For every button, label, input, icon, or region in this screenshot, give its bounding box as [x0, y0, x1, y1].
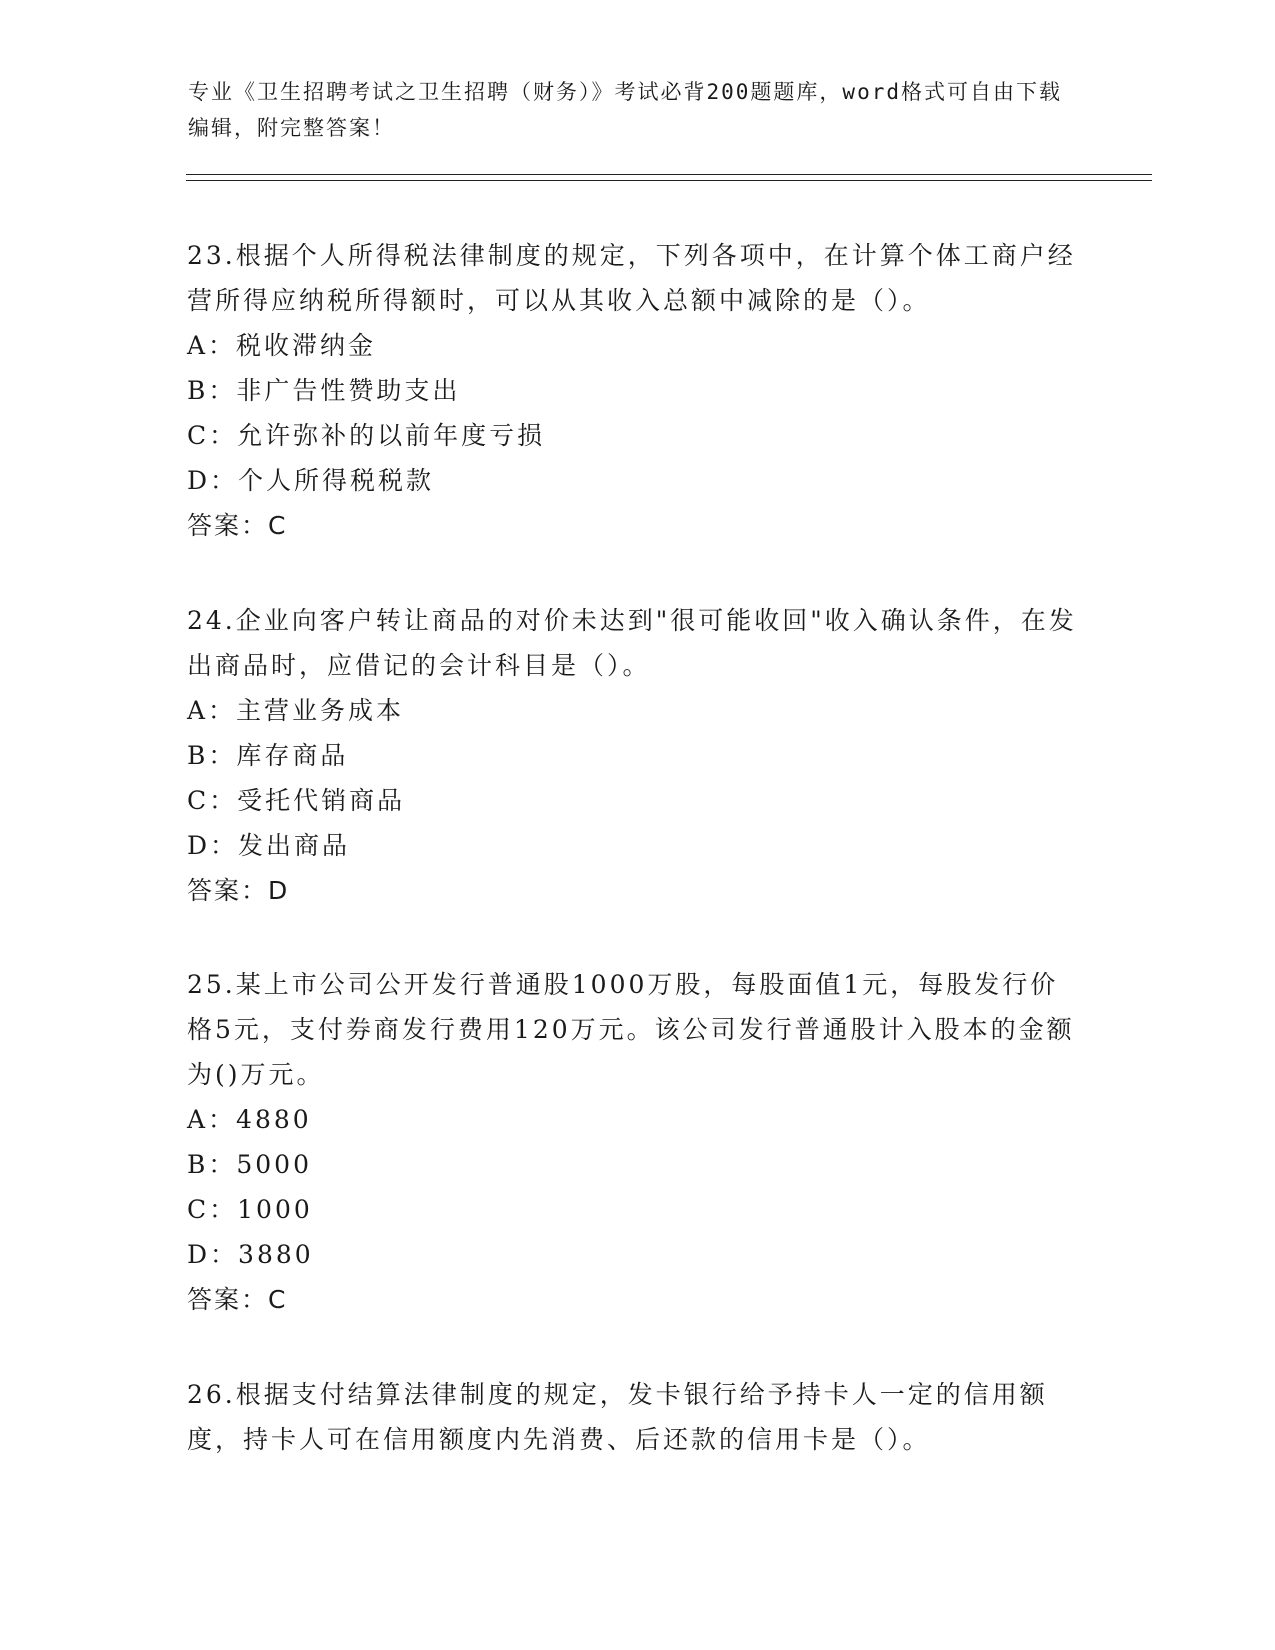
option-c: C：1000	[187, 1195, 313, 1224]
option-c: C：受托代销商品	[187, 786, 406, 815]
question-26	[187, 1372, 1077, 1462]
option-d: D：个人所得税税款	[187, 466, 435, 495]
answer: 答案：C	[187, 1285, 288, 1314]
question-25	[187, 962, 1077, 1322]
header-divider-top	[186, 174, 1152, 175]
question-24	[187, 598, 1077, 913]
option-b: B：非广告性赞助支出	[187, 376, 461, 405]
question-stem: 24.企业向客户转让商品的对价未达到"很可能收回"收入确认条件，在发出商品时，应借记的会计科目是（）。	[187, 606, 1077, 680]
option-c: C：允许弥补的以前年度亏损	[187, 421, 546, 450]
answer: 答案：C	[187, 511, 288, 540]
answer: 答案：D	[187, 876, 290, 905]
document-header: 专业《卫生招聘考试之卫生招聘（财务）》考试必背200题题库，word格式可自由下载编辑，附完整答案！	[188, 80, 1062, 140]
option-d: D：发出商品	[187, 831, 351, 860]
question-stem: 23.根据个人所得税法律制度的规定，下列各项中，在计算个体工商户经营所得应纳税所得额时，可以从其收入总额中减除的是（）。	[187, 241, 1076, 315]
option-d: D：3880	[187, 1240, 314, 1269]
option-b: B：5000	[187, 1150, 312, 1179]
option-b: B：库存商品	[187, 741, 349, 770]
question-stem: 26.根据支付结算法律制度的规定，发卡银行给予持卡人一定的信用额度，持卡人可在信用额度内先消费、后还款的信用卡是（）。	[187, 1380, 1048, 1454]
option-a: A：4880	[187, 1105, 312, 1134]
header-divider-bottom	[186, 180, 1152, 181]
option-a: A：主营业务成本	[187, 696, 405, 725]
option-a: A：税收滞纳金	[187, 331, 377, 360]
question-stem: 25.某上市公司公开发行普通股1000万股，每股面值1元，每股发行价格5元，支付券商发行费用120万元。该公司发行普通股计入股本的金额为()万元。	[187, 970, 1075, 1089]
question-23	[187, 233, 1077, 548]
